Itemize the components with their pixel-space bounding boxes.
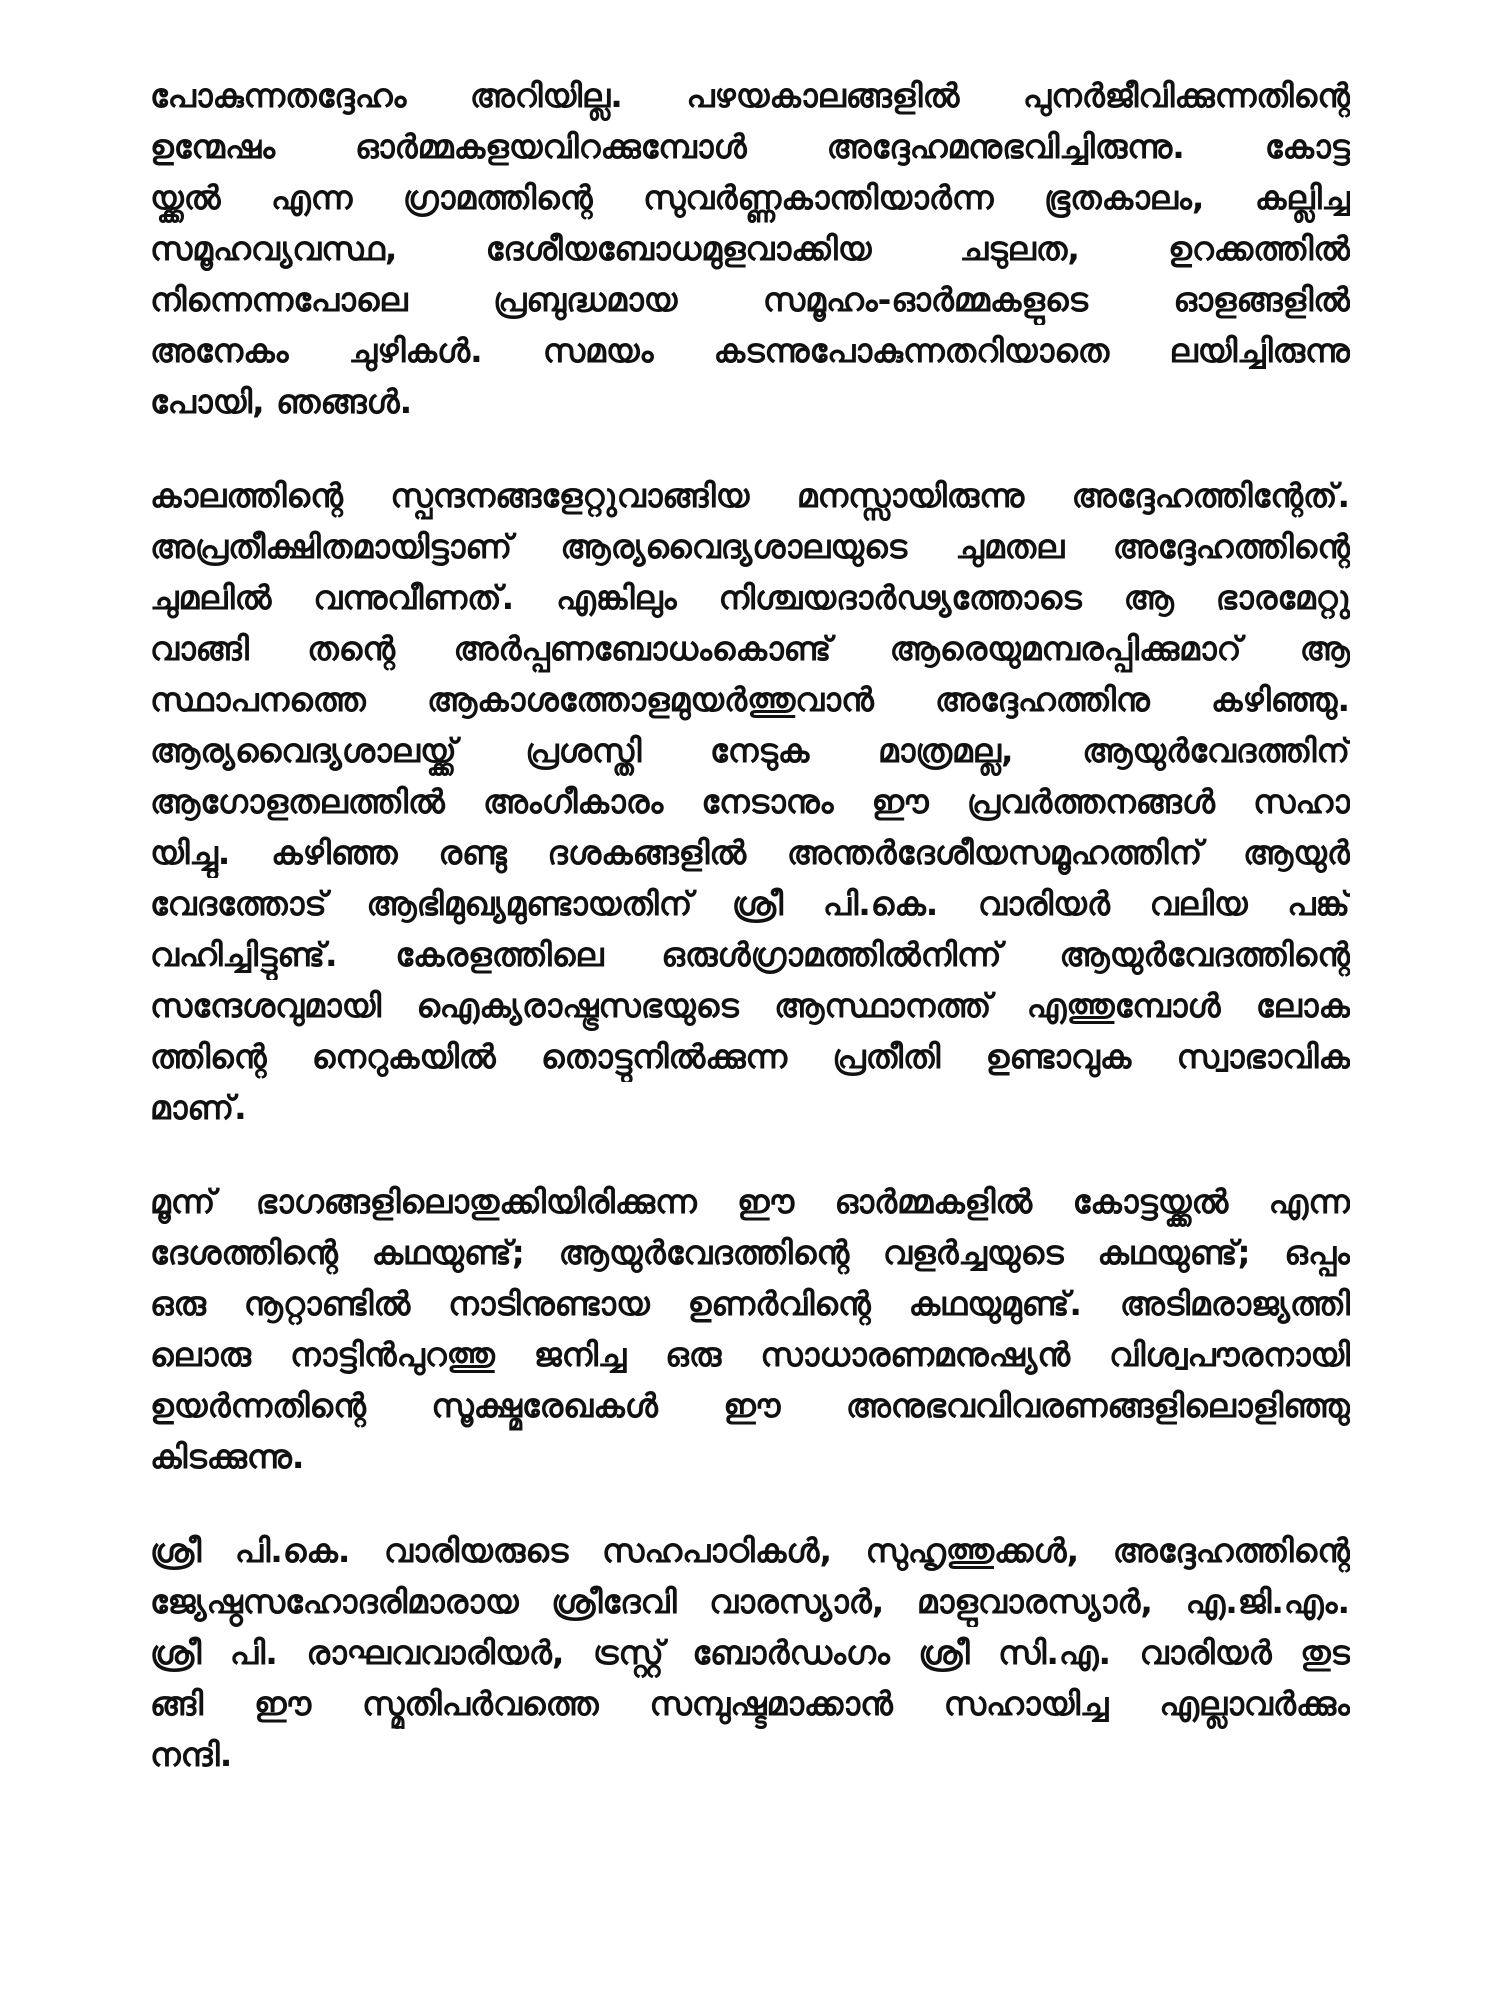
text-line: ലൊരു നാട്ടിൻപുറത്തു ജനിച്ച ഒരു സാധാരണമനുഷ്യൻ വിശ്വപൗരനായി [150,1335,1350,1374]
text-line: നന്ദി. [150,1735,233,1774]
text-line: ത്തിന്റെ നെറുകയിൽ തൊട്ടുനിൽക്കുന്ന പ്രതീതി ഉണ്ടാവുക സ്വാഭാവിക [150,1037,1350,1076]
text-line: വഹിച്ചിട്ടുണ്ട്. കേരളത്തിലെ ഒരുൾഗ്രാമത്തിൽനിന്ന് ആയുർവേദത്തിന്റെ [150,935,1350,974]
text-line: കാലത്തിന്റെ സ്പന്ദനങ്ങളേറ്റുവാങ്ങിയ മനസ്സായിരുന്നു അദ്ദേഹത്തിന്റേത്. [150,476,1350,515]
text-line: ശ്രീ പി.കെ. വാരിയരുടെ സഹപാഠികൾ, സുഹൃത്തുക്കൾ, അദ്ദേഹത്തിന്റെ [150,1531,1350,1570]
text-line: ഒരു നൂറ്റാണ്ടിൽ നാടിനുണ്ടായ ഉണർവിന്റെ കഥയുമുണ്ട്. അടിമരാജ്യത്തി [150,1284,1350,1323]
text-line: മാണ്. [150,1088,247,1127]
text-line: ദേശത്തിന്റെ കഥയുണ്ട്; ആയുർവേദത്തിന്റെ വളർച്ചയുടെ കഥയുണ്ട്; ഒപ്പം [150,1233,1350,1272]
text-line: ചുമലിൽ വന്നുവീണത്. എങ്കിലും നിശ്ചയദാർഢ്യത്തോടെ ആ ഭാരമേറ്റു [150,578,1350,617]
text-line: സന്ദേശവുമായി ഐക്യരാഷ്ട്രസഭയുടെ ആസ്ഥാനത്ത് എത്തുമ്പോൾ ലോക [150,986,1350,1025]
document-page [150,70,1350,1823]
text-line: ഉയർന്നതിന്റെ സൂക്ഷ്മരേഖകൾ ഈ അനുഭവവിവരണങ്ങളിലൊളിഞ്ഞു [150,1386,1350,1425]
text-line: പോയി, ഞങ്ങൾ. [150,382,413,421]
paragraph-3 [150,1176,1350,1482]
text-line: നിന്നെന്നപോലെ പ്രബുദ്ധമായ സമൂഹം-ഓർമ്മകളുടെ ഓളങ്ങളിൽ [150,280,1350,319]
text-line: ആര്യവൈദ്യശാലയ്ക്ക് പ്രശസ്തി നേടുക മാത്രമല്ല, ആയുർവേദത്തിന് [150,731,1350,770]
text-line: യിച്ചു. കഴിഞ്ഞ രണ്ടു ദശകങ്ങളിൽ അന്തർദേശീയസമൂഹത്തിന് ആയുർ [150,833,1350,872]
text-line: അപ്രതീക്ഷിതമായിട്ടാണ് ആര്യവൈദ്യശാലയുടെ ചുമതല അദ്ദേഹത്തിന്റെ [150,527,1350,566]
text-line: അനേകം ചുഴികൾ. സമയം കടന്നുപോകുന്നതറിയാതെ ലയിച്ചിരുന്നു [150,331,1350,370]
text-line: മൂന്ന് ഭാഗങ്ങളിലൊതുക്കിയിരിക്കുന്ന ഈ ഓർമ്മകളിൽ കോട്ടയ്ക്കൽ എന്ന [150,1182,1350,1221]
text-line: കിടക്കുന്നു. [150,1437,305,1476]
text-line: പോകുന്നതദ്ദേഹം അറിയില്ല. പഴയകാലങ്ങളിൽ പുനർജീവിക്കുന്നതിന്റെ [150,76,1350,115]
text-line: ങ്ങി ഈ സ്മൃതിപർവത്തെ സമ്പുഷ്ടമാക്കാൻ സഹായിച്ച എല്ലാവർക്കും [150,1684,1350,1723]
text-line: ജ്യേഷ്ഠസഹോദരിമാരായ ശ്രീദേവി വാരസ്യാർ, മാളുവാരസ്യാർ, എ.ജി.എം. [150,1582,1350,1621]
paragraph-2 [150,470,1350,1133]
text-line: വേദത്തോട് ആഭിമുഖ്യമുണ്ടായതിന് ശ്രീ പി.കെ. വാരിയർ വലിയ പങ്ക് [150,884,1350,923]
text-line: ഉന്മേഷം ഓർമ്മകളയവിറക്കുമ്പോൾ അദ്ദേഹമനുഭവിച്ചിരുന്നു. കോട്ട [150,127,1350,166]
text-line: സ്ഥാപനത്തെ ആകാശത്തോളമുയർത്തുവാൻ അദ്ദേഹത്തിനു കഴിഞ്ഞു. [150,680,1350,719]
text-line: ശ്രീ പി. രാഘവവാരിയർ, ട്രസ്റ്റ് ബോർഡംഗം ശ്രീ സി.എ. വാരിയർ തുട [150,1633,1350,1672]
paragraph-4 [150,1525,1350,1780]
text-line: സമൂഹവ്യവസ്ഥ, ദേശീയബോധമുളവാക്കിയ ചടുലത, ഉറക്കത്തിൽ [150,229,1350,268]
text-line: യ്ക്കൽ എന്ന ഗ്രാമത്തിന്റെ സുവർണ്ണകാന്തിയാർന്ന ഭൂതകാലം, കല്ലിച്ച [150,178,1350,217]
text-line: ആഗോളതലത്തിൽ അംഗീകാരം നേടാനും ഈ പ്രവർത്തനങ്ങൾ സഹാ [150,782,1350,821]
text-line: വാങ്ങി തന്റെ അർപ്പണബോധംകൊണ്ട് ആരെയുമമ്പരപ്പിക്കുമാറ് ആ [150,629,1350,668]
paragraph-1 [150,70,1350,427]
